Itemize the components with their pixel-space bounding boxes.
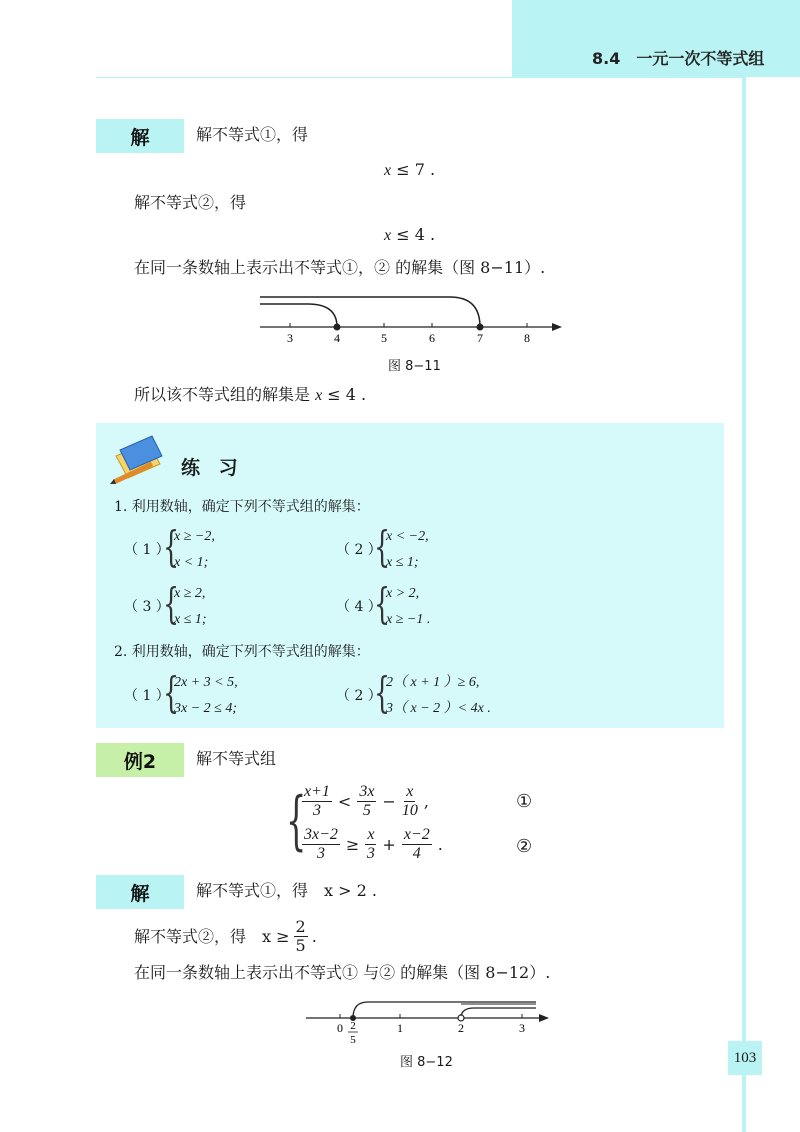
- tick-label: 6: [429, 331, 435, 345]
- system-brace: {: [163, 522, 180, 571]
- item-label: （ 1 ）: [124, 688, 170, 704]
- tick-label: 3: [519, 1021, 525, 1035]
- tick-label: 5: [381, 331, 387, 345]
- inequality: x ≤ 1;: [386, 555, 419, 570]
- solution-tag: 解: [96, 875, 184, 909]
- example-text: 解不等式组: [196, 749, 277, 768]
- inequality: 3x − 2 ≤ 4;: [174, 701, 238, 716]
- figure-caption: 图 8−12: [400, 1055, 453, 1070]
- solution1-line3: 在同一条数轴上表示出不等式①，② 的解集（图 8−11）.: [134, 258, 546, 277]
- tick-label: 2: [458, 1021, 464, 1035]
- inequality: x ≥ −1 .: [386, 612, 431, 627]
- closed-point-7: [477, 324, 484, 331]
- closed-point-4: [334, 324, 341, 331]
- section-title: 8.4 一元一次不等式组: [592, 49, 765, 68]
- system-brace: {: [163, 579, 180, 628]
- item-label: （ 2 ）: [336, 542, 382, 558]
- system-row-1: $\frac{x+1}{3}$ < $\frac{3x}{5}$ − $\frac{x}{10}$ ,: [304, 783, 429, 820]
- solution1-conclusion: 所以该不等式组的解集是 x ≤ 4 .: [134, 385, 367, 404]
- inequality: 2x + 3 < 5,: [174, 675, 238, 690]
- system-row-2: $\frac{3x-2}{3}$ ≥ $\frac{x}{3}$ + $\frac{x-2}{4}$ .: [304, 826, 443, 863]
- tick-label-frac-den: 5: [350, 1034, 356, 1046]
- item-label: （ 1 ）: [124, 542, 170, 558]
- solution2-line2: 解不等式②，得 x ≥ $\frac{2}{5}$ .: [134, 917, 317, 956]
- page-number: 103: [728, 1041, 762, 1075]
- system-brace: {: [374, 668, 391, 717]
- example-tag: 例2: [96, 743, 184, 777]
- system-brace: {: [163, 668, 180, 717]
- inequality: x < 1;: [174, 555, 209, 570]
- figure-caption: 图 8−11: [388, 359, 441, 374]
- system-brace: {: [374, 579, 391, 628]
- header-rule: [96, 77, 744, 78]
- inequality: 3（ x − 2 ）< 4x .: [386, 701, 491, 716]
- inequality: x ≤ 1;: [174, 612, 207, 627]
- tick-label: 3: [287, 331, 293, 345]
- exercise-q2: 2. 利用数轴，确定下列不等式组的解集：: [114, 644, 370, 660]
- exercise-title: 练 习: [181, 457, 244, 479]
- axis-ticks: [290, 323, 527, 327]
- tick-label: 8: [524, 331, 530, 345]
- solution2-line1: 解不等式①，得 x > 2 .: [196, 881, 377, 900]
- solution1-result1: x ≤ 7 .: [384, 160, 436, 179]
- system-brace: {: [286, 784, 307, 858]
- tick-label-frac-num: 2: [350, 1020, 356, 1032]
- margin-rule: [742, 77, 746, 1132]
- solution1-line1: 解不等式①，得: [196, 125, 309, 144]
- equation-mark-2: ②: [516, 836, 533, 857]
- number-line-fig-8-12: [296, 994, 566, 1046]
- tick-label: 4: [334, 331, 340, 345]
- system-brace: {: [374, 522, 391, 571]
- solution1-result2: x ≤ 4 .: [384, 225, 436, 244]
- item-label: （ 3 ）: [124, 599, 170, 615]
- solution-tag: 解: [96, 119, 184, 153]
- inequality: x < −2,: [386, 529, 429, 544]
- pencil-notebook-icon: [106, 434, 172, 488]
- tick-label: 0: [337, 1021, 343, 1035]
- solution2-line3: 在同一条数轴上表示出不等式① 与② 的解集（图 8−12）.: [134, 963, 551, 982]
- solution1-line2: 解不等式②，得: [134, 193, 247, 212]
- tick-label: 7: [477, 331, 483, 345]
- inequality: 2（ x + 1 ）≥ 6,: [386, 675, 480, 690]
- number-line-fig-8-11: [250, 290, 570, 350]
- tick-label: 1: [397, 1021, 403, 1035]
- exercise-q1: 1. 利用数轴，确定下列不等式组的解集：: [114, 499, 370, 515]
- item-label: （ 4 ）: [336, 599, 382, 615]
- item-label: （ 2 ）: [336, 688, 382, 704]
- inequality: x > 2,: [386, 586, 420, 601]
- inequality: x ≥ 2,: [174, 586, 206, 601]
- equation-mark-1: ①: [516, 791, 533, 812]
- inequality: x ≥ −2,: [174, 529, 215, 544]
